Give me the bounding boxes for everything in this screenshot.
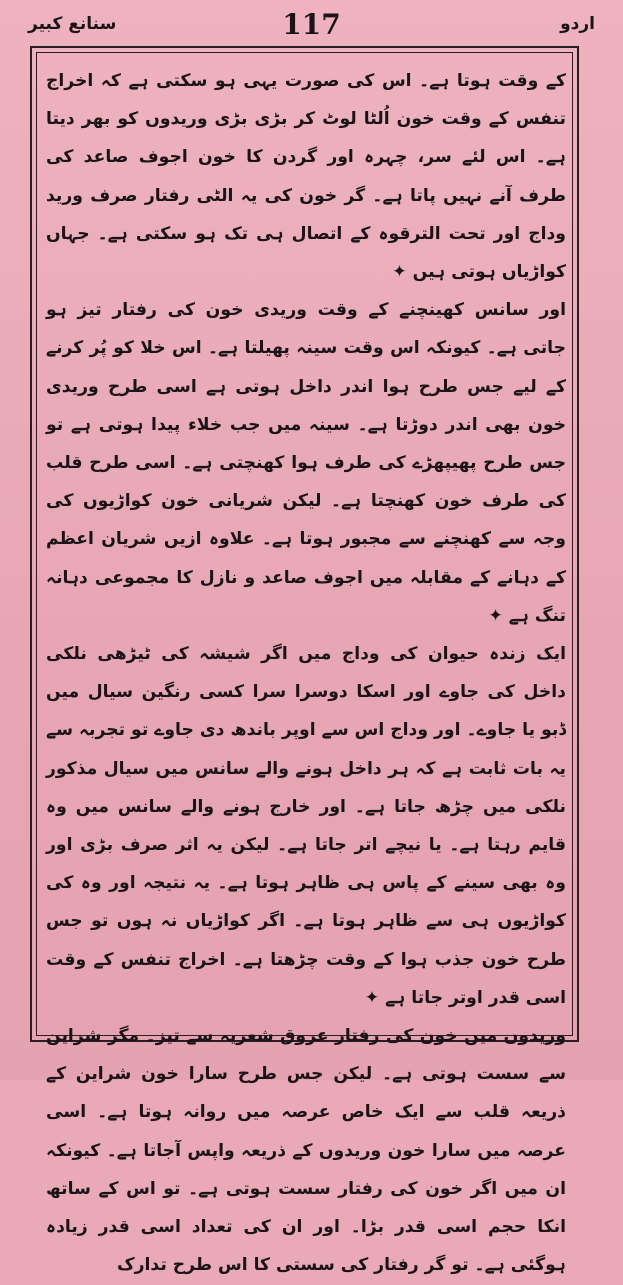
page-body-text [46, 62, 566, 1285]
header-language-label: اردو [560, 14, 595, 34]
paragraph-2: اور سانس کھینچنے کے وقت وریدی خون کی رفتار تیز ہو جاتی ہے۔ کیونکہ اس وقت سینہ پھیلتا ہے۔ اس خلا کو پُر کرنے کے لیے جس طرح ہوا اندر داخل ہوتی ہے اسی طرح وریدی خون بھی اندر دوڑتا ہے۔ سینہ میں جب خلاء پیدا ہوتی ہے تو جس طرح پھیپھڑے کی طرف ہوا کھنچتی ہے۔ اسی طرح قلب کی طرف خون کھنچتا ہے۔ لیکن شریانی خون کواڑیوں کی وجہ سے کھنچنے سے مجبور ہوتا ہے۔ علاوہ ازیں شریان اعظم کے دہانے کے مقابلہ میں اجوف صاعد و نازل کا مجموعی دہانہ تنگ ہے ✦ [46, 300, 566, 626]
page-number: 117 [282, 8, 341, 41]
header-book-title: سنانع کبیر [28, 14, 117, 34]
paragraph-3: ایک زندہ حیوان کی وداج میں اگر شیشہ کی ٹیڑھی نلکی داخل کی جاوے اور اسکا دوسرا سرا کسی رنگین سیال میں ڈبو یا جاوے۔ اور وداج اس سے اوپر باندھ دی جاوے تو تجربہ سے یہ بات ثابت ہے کہ ہر داخل ہونے والے سانس میں سیال مذکور نلکی میں چڑھ جاتا ہے۔ اور خارج ہونے والے سانس میں وہ قایم رہتا ہے۔ یا نیچے اتر جاتا ہے۔ لیکن یہ اثر صرف بڑی اور وہ بھی سینے کے پاس ہی ظاہر ہوتا ہے۔ یہ نتیجہ اور وہ کی کواڑیوں ہی سے ظاہر ہوتا ہے۔ اگر کواڑیاں نہ ہوں تو جس طرح خون جذب ہوا کے وقت چڑھتا ہے۔ اخراج تنفس کے وقت اسی قدر اوتر جاتا ہے ✦ [46, 644, 566, 1008]
paragraph-4: وریدوں میں خون کی رفتار عروق شعریہ سے تیز۔ مگر شراین سے سست ہوتی ہے۔ لیکن جس طرح سارا خون شراین کے ذریعہ قلب سے ایک خاص عرصہ میں روانہ ہوتا ہے۔ اسی عرصہ میں سارا خون وریدوں کے ذریعہ واپس آجاتا ہے۔ کیونکہ ان میں اگر خون کی رفتار سست ہوتی ہے۔ تو اس کے ساتھ انکا حجم اسی قدر بڑا۔ اور ان کی تعداد اسی قدر زیادہ ہوگئی ہے۔ تو گر رفتار کی سستی کا اس طرح تدارک [46, 1026, 566, 1276]
paragraph-1: کے وقت ہوتا ہے۔ اس کی صورت یہی ہو سکتی ہے کہ اخراج تنفس کے وقت خون اُلٹا لوٹ کر بڑی بڑی وریدوں کو بھر دیتا ہے۔ اس لئے سر، چہرہ اور گردن کا خون اجوف صاعد کی طرف آنے نہیں پاتا ہے۔ گر خون کی یہ الٹی رفتار صرف ورید وداج اور تحت الترقوہ کے اتصال ہی تک ہو سکتی ہے۔ جہاں کواڑیاں ہوتی ہیں ✦ [46, 71, 566, 283]
page-header [28, 8, 595, 46]
